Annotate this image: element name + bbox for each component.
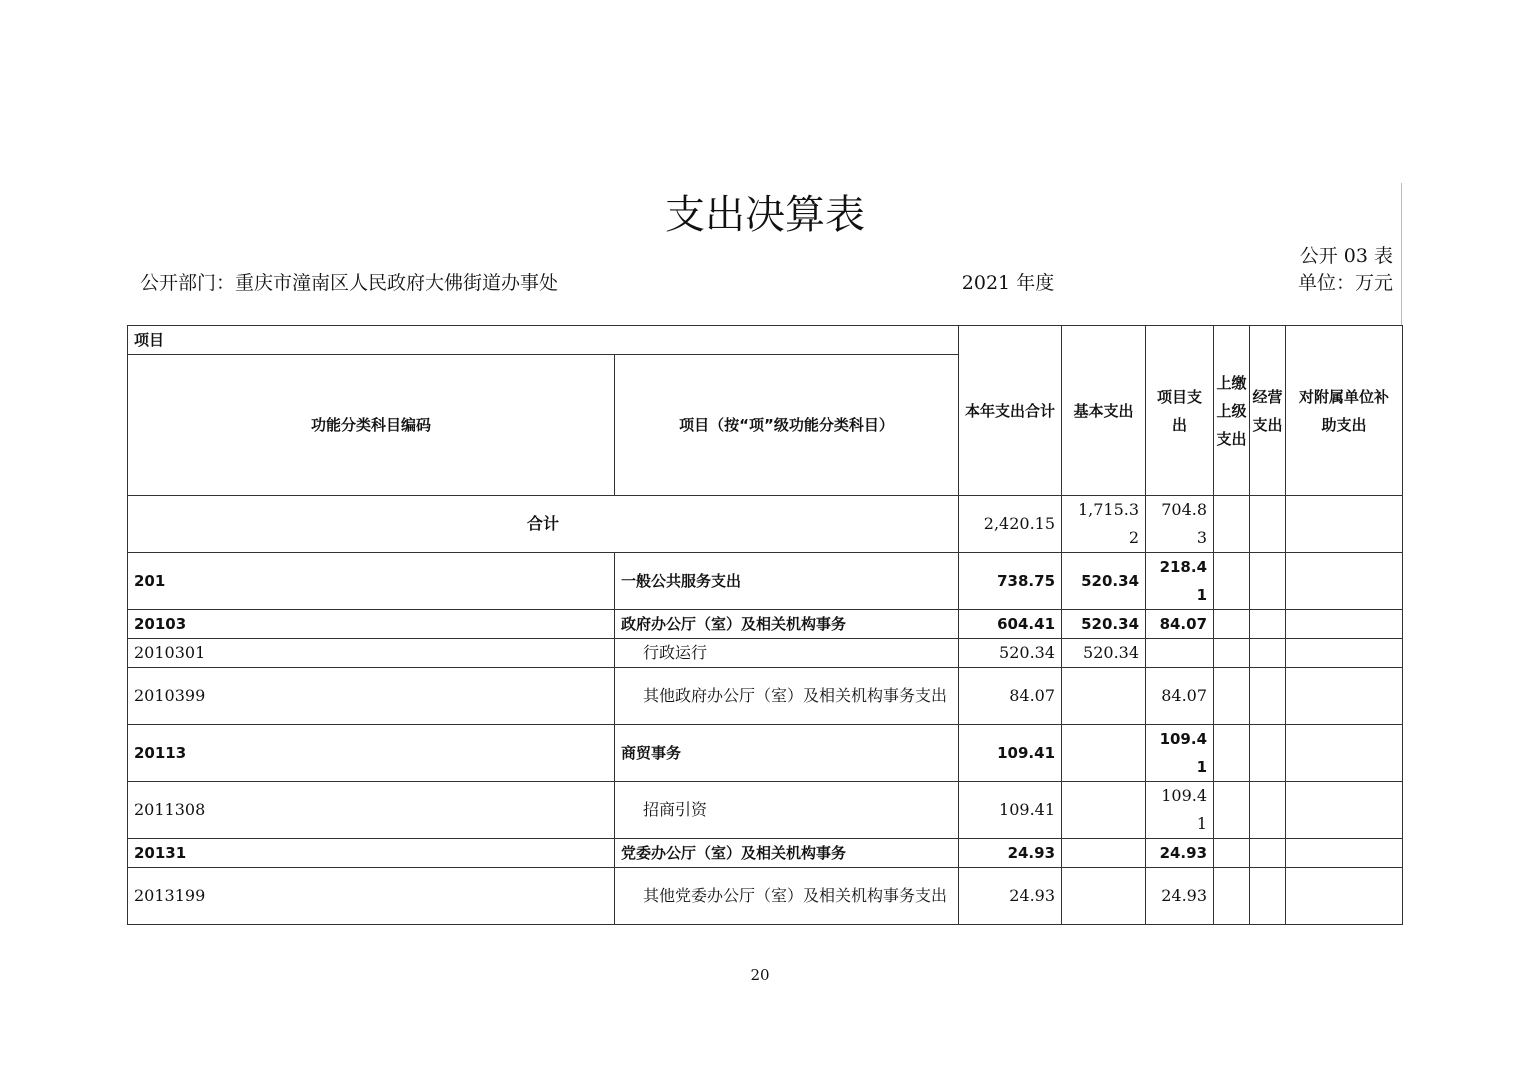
- header-business: 经营支出: [1250, 326, 1286, 496]
- row-business: [1250, 639, 1286, 668]
- row-subsidy: [1286, 610, 1403, 639]
- table-row: [128, 610, 1403, 639]
- header-project: 项目: [128, 326, 959, 355]
- row-project: 109.41: [1146, 725, 1214, 782]
- row-subsidy: [1286, 782, 1403, 839]
- row-project: 24.93: [1146, 839, 1214, 868]
- row-total: 24.93: [959, 868, 1062, 925]
- expenditure-table: [127, 325, 1403, 925]
- row-basic: 520.34: [1062, 610, 1146, 639]
- row-business: [1250, 782, 1286, 839]
- total-business: [1250, 496, 1286, 553]
- row-business: [1250, 725, 1286, 782]
- row-code: 20113: [128, 725, 615, 782]
- row-upper: [1214, 868, 1250, 925]
- department: 公开部门：重庆市潼南区人民政府大佛街道办事处: [140, 272, 559, 294]
- row-upper: [1214, 839, 1250, 868]
- total-label: 合计: [128, 496, 959, 553]
- total-row: [128, 496, 1403, 553]
- row-upper: [1214, 553, 1250, 610]
- row-name: 其他党委办公厅（室）及相关机构事务支出: [615, 868, 959, 925]
- row-project: 218.41: [1146, 553, 1214, 610]
- row-upper: [1214, 668, 1250, 725]
- edge-line: [1401, 183, 1402, 325]
- form-number: 公开 03 表: [1299, 245, 1393, 267]
- row-basic: [1062, 782, 1146, 839]
- row-project: 84.07: [1146, 610, 1214, 639]
- unit-label: 单位：万元: [1297, 272, 1393, 294]
- row-total: 84.07: [959, 668, 1062, 725]
- row-project: [1146, 639, 1214, 668]
- row-basic: [1062, 839, 1146, 868]
- header-item: 项目（按“项”级功能分类科目）: [615, 355, 959, 496]
- row-upper: [1214, 782, 1250, 839]
- row-subsidy: [1286, 668, 1403, 725]
- row-basic: [1062, 668, 1146, 725]
- row-project: 84.07: [1146, 668, 1214, 725]
- row-business: [1250, 839, 1286, 868]
- total-subsidy: [1286, 496, 1403, 553]
- row-total: 738.75: [959, 553, 1062, 610]
- row-subsidy: [1286, 868, 1403, 925]
- header-project-expense: 项目支出: [1146, 326, 1214, 496]
- row-business: [1250, 868, 1286, 925]
- header-subsidy: 对附属单位补助支出: [1286, 326, 1403, 496]
- row-name: 行政运行: [615, 639, 959, 668]
- row-upper: [1214, 639, 1250, 668]
- row-upper: [1214, 725, 1250, 782]
- row-project: 24.93: [1146, 868, 1214, 925]
- table-row: [128, 868, 1403, 925]
- row-basic: [1062, 868, 1146, 925]
- total-amount: 2,420.15: [959, 496, 1062, 553]
- row-code: 20131: [128, 839, 615, 868]
- row-code: 2010301: [128, 639, 615, 668]
- row-total: 24.93: [959, 839, 1062, 868]
- row-subsidy: [1286, 725, 1403, 782]
- row-business: [1250, 668, 1286, 725]
- row-subsidy: [1286, 553, 1403, 610]
- page-title: 支出决算表: [665, 192, 865, 238]
- row-business: [1250, 610, 1286, 639]
- row-total: 520.34: [959, 639, 1062, 668]
- page-number: 20: [750, 966, 770, 984]
- table-row: [128, 725, 1403, 782]
- row-basic: 520.34: [1062, 639, 1146, 668]
- table-row: [128, 839, 1403, 868]
- row-name: 其他政府办公厅（室）及相关机构事务支出: [615, 668, 959, 725]
- row-code: 201: [128, 553, 615, 610]
- fiscal-year: 2021 年度: [961, 272, 1055, 294]
- row-name: 政府办公厅（室）及相关机构事务: [615, 610, 959, 639]
- row-code: 2010399: [128, 668, 615, 725]
- row-name: 商贸事务: [615, 725, 959, 782]
- header-upper: 上缴上级支出: [1214, 326, 1250, 496]
- row-name: 一般公共服务支出: [615, 553, 959, 610]
- row-upper: [1214, 610, 1250, 639]
- total-upper: [1214, 496, 1250, 553]
- row-subsidy: [1286, 639, 1403, 668]
- row-business: [1250, 553, 1286, 610]
- row-basic: 520.34: [1062, 553, 1146, 610]
- header-code: 功能分类科目编码: [128, 355, 615, 496]
- total-project: 704.83: [1146, 496, 1214, 553]
- table-row: [128, 782, 1403, 839]
- table-row: [128, 639, 1403, 668]
- row-total: 109.41: [959, 782, 1062, 839]
- table-row: [128, 668, 1403, 725]
- row-code: 2013199: [128, 868, 615, 925]
- row-code: 2011308: [128, 782, 615, 839]
- row-code: 20103: [128, 610, 615, 639]
- header-basic: 基本支出: [1062, 326, 1146, 496]
- row-name: 招商引资: [615, 782, 959, 839]
- row-name: 党委办公厅（室）及相关机构事务: [615, 839, 959, 868]
- total-basic: 1,715.32: [1062, 496, 1146, 553]
- header-total: 本年支出合计: [959, 326, 1062, 496]
- row-subsidy: [1286, 839, 1403, 868]
- row-total: 109.41: [959, 725, 1062, 782]
- table-row: [128, 553, 1403, 610]
- row-basic: [1062, 725, 1146, 782]
- row-total: 604.41: [959, 610, 1062, 639]
- row-project: 109.41: [1146, 782, 1214, 839]
